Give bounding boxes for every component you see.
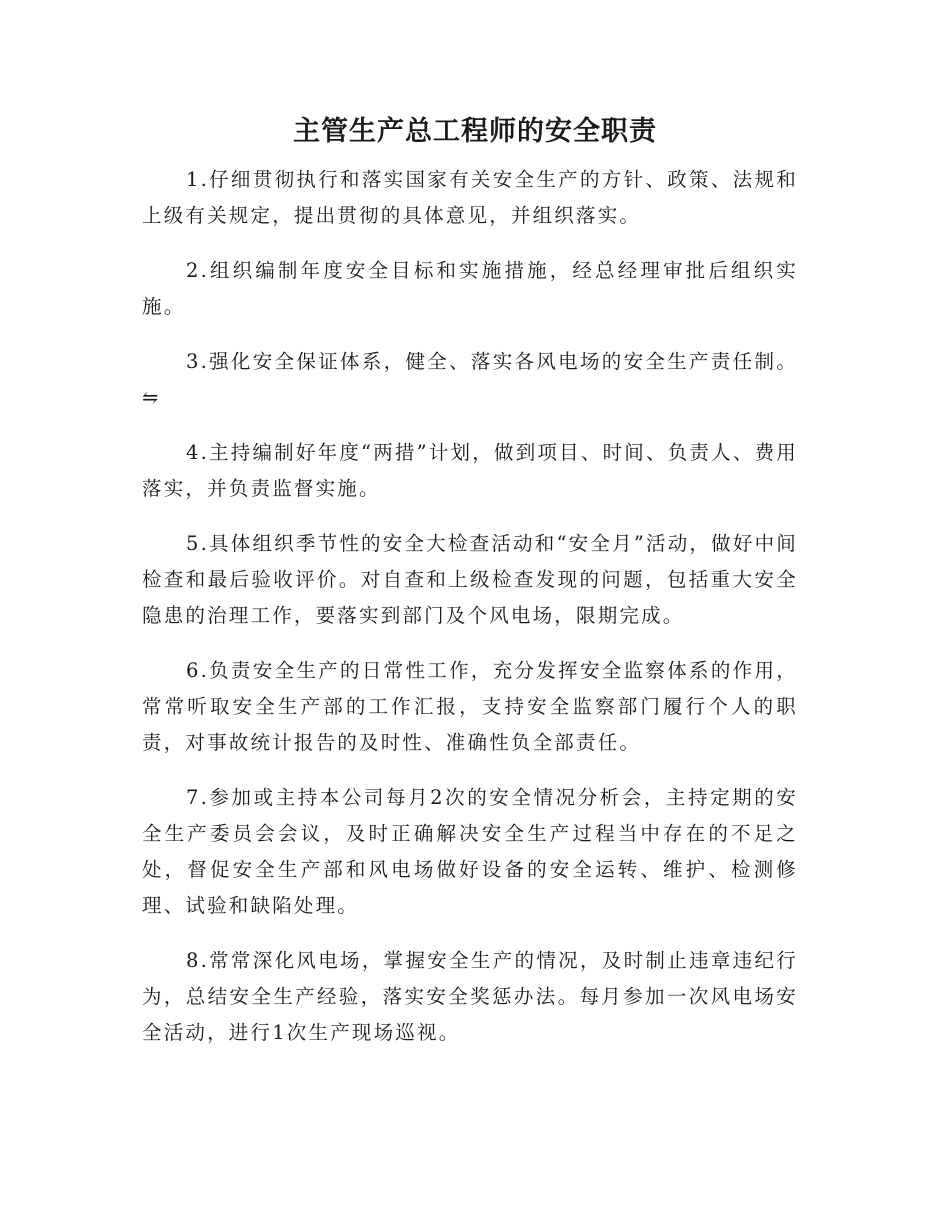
paragraph-4: 4.主持编制好年度“两措”计划，做到项目、时间、负责人、费用落实，并负责监督实施。: [142, 441, 798, 500]
page-title: 主管生产总工程师的安全职责: [293, 116, 657, 147]
paragraph-1: 1.仔细贯彻执行和落实国家有关安全生产的方针、政策、法规和上级有关规定，提出贯彻的具体意见，并组织落实。: [142, 168, 798, 227]
paragraph-8: 8.常常深化风电场，掌握安全生产的情况，及时制止违章违纪行为，总结安全生产经验，落实安全奖惩办法。每月参加一次风电场安全活动，进行1次生产现场巡视。: [142, 949, 798, 1044]
paragraph-6: 6.负责安全生产的日常性工作，充分发挥安全监察体系的作用，常常听取安全生产部的工作汇报，支持安全监察部门履行个人的职责，对事故统计报告的及时性、准确性负全部责任。: [142, 659, 798, 754]
document-body: [142, 162, 798, 1070]
paragraph-2: 2.组织编制年度安全目标和实施措施，经总经理审批后组织实施。: [142, 259, 798, 318]
paragraph-5: 5.具体组织季节性的安全大检查活动和“安全月”活动，做好中间检查和最后验收评价。对自查和上级检查发现的问题，包括重大安全隐患的治理工作，要落实到部门及个风电场，限期完成。: [142, 532, 798, 627]
paragraph-7: 7.参加或主持本公司每月2次的安全情况分析会，主持定期的安全生产委员会会议，及时正确解决安全生产过程当中存在的不足之处，督促安全生产部和风电场做好设备的安全运转、维护、检测修理、试验和缺陷处理。: [142, 786, 798, 917]
paragraph-3: 3.强化安全保证体系，健全、落实各风电场的安全生产责任制。⇋: [142, 350, 798, 409]
